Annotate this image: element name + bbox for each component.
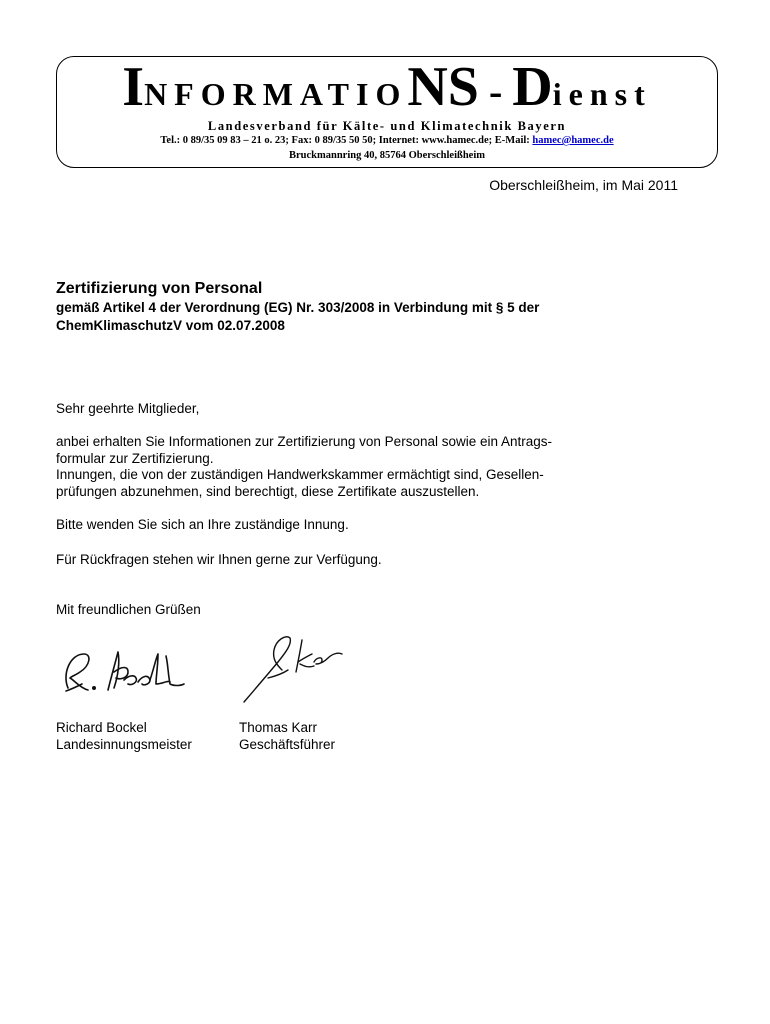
contact-line bbox=[57, 135, 717, 146]
paragraph-line: formular zur Zertifizierung. bbox=[56, 450, 214, 466]
paragraph-information bbox=[56, 434, 696, 500]
letter-title: Zertifizierung von Personal bbox=[56, 280, 263, 297]
paragraph-questions: Für Rückfragen stehen wir Ihnen gerne zur Verfügung. bbox=[56, 552, 382, 567]
masthead-ienst: ienst bbox=[552, 76, 652, 112]
salutation: Sehr geehrte Mitglieder, bbox=[56, 401, 200, 416]
masthead-i: I bbox=[122, 56, 145, 118]
signatory-role: Landesinnungsmeister bbox=[56, 737, 192, 752]
signatory-karr bbox=[239, 719, 335, 753]
address-line: Bruckmannring 40, 85764 Oberschleißheim bbox=[288, 150, 485, 161]
subject-line-1: gemäß Artikel 4 der Verordnung (EG) Nr. 303/2008 in Verbindung mit § 5 der bbox=[56, 300, 540, 315]
email-link[interactable]: hamec@hamec.de bbox=[532, 135, 614, 146]
signatory-role: Geschäftsführer bbox=[239, 737, 336, 752]
paragraph-contact-guild: Bitte wenden Sie sich an Ihre zuständige Innung. bbox=[56, 517, 349, 532]
letter-date: Oberschleißheim, im Mai 2011 bbox=[489, 177, 678, 193]
masthead-title bbox=[57, 56, 717, 118]
masthead-dash: - bbox=[488, 69, 503, 114]
letterhead bbox=[56, 56, 718, 168]
closing-phrase: Mit freundlichen Grüßen bbox=[56, 602, 201, 617]
subject-line-2: ChemKlimaschutzV vom 02.07.2008 bbox=[56, 318, 285, 333]
signatory-name: Richard Bockel bbox=[56, 720, 147, 735]
organization-subtitle: Landesverband für Kälte- und Klimatechnik Bayern bbox=[207, 119, 567, 133]
masthead-nformatio: NFORMATIO bbox=[144, 76, 408, 112]
paragraph-line: prüfungen abzunehmen, sind berechtigt, diese Zertifikate auszustellen. bbox=[56, 483, 480, 499]
masthead-d: D bbox=[512, 56, 553, 118]
signatory-bockel bbox=[56, 719, 192, 753]
masthead-n: N bbox=[407, 56, 448, 118]
signature-bockel-image bbox=[58, 644, 188, 696]
letter-subject bbox=[56, 299, 676, 335]
paragraph-line: Innungen, die von der zuständigen Handwerkskammer ermächtigt sind, Gesellen- bbox=[56, 467, 544, 482]
paragraph-line: anbei erhalten Sie Informationen zur Zertifizierung von Personal sowie ein Antrags- bbox=[56, 434, 553, 449]
signatory-name: Thomas Karr bbox=[239, 720, 318, 735]
contact-details: Tel.: 0 89/35 09 83 – 21 o. 23; Fax: 0 89/35 50 50; Internet: www.hamec.de; E-Mail: bbox=[160, 135, 533, 146]
masthead-s: S bbox=[447, 56, 479, 118]
signature-karr-image bbox=[238, 632, 348, 708]
